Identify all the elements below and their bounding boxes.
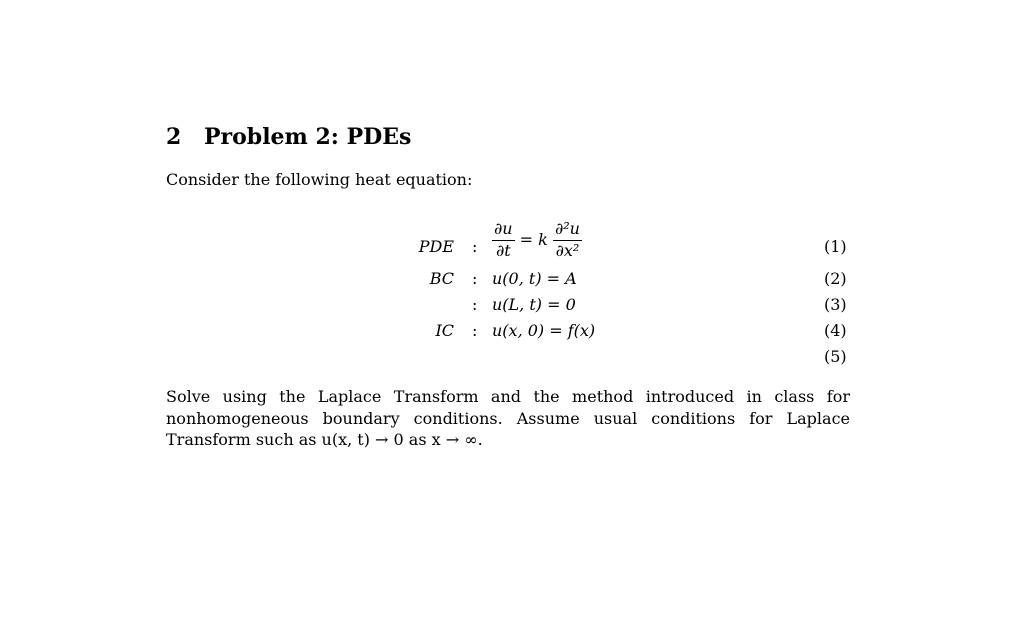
equation-colon: : (472, 269, 478, 288)
equation-label: IC (435, 321, 454, 340)
equation-number: (3) (824, 295, 847, 314)
equation-label: BC (429, 269, 454, 288)
equation-label: PDE (418, 237, 454, 256)
equation-expression (492, 221, 582, 260)
section-title: Problem 2: PDEs (204, 124, 412, 150)
equation-number: (5) (824, 347, 847, 366)
fraction-numerator: ∂u (492, 221, 515, 241)
fraction-denominator: ∂t (495, 240, 511, 260)
equation-row-ic (0, 321, 1024, 347)
equation-number: (1) (824, 237, 847, 256)
equation-row-empty (0, 347, 1024, 373)
equation-colon: : (472, 321, 478, 340)
equation-colon: : (472, 237, 478, 256)
fraction-d2u-dx2 (553, 221, 582, 260)
equals-k: = k (519, 229, 548, 249)
fraction-du-dt (492, 221, 515, 260)
equation-colon: : (472, 295, 478, 314)
equation-row-bc-left (0, 269, 1024, 295)
section-number: 2 (166, 124, 182, 150)
equation-row-pde (0, 219, 1024, 263)
section-heading (166, 124, 411, 150)
intro-text: Consider the following heat equation: (166, 170, 473, 189)
equation-number: (4) (824, 321, 847, 340)
fraction-denominator: ∂x² (555, 240, 580, 260)
equation-row-bc-right (0, 295, 1024, 321)
fraction-numerator: ∂²u (553, 221, 582, 241)
instructions-paragraph: Solve using the Laplace Transform and the method introduced in class for nonhomogeneous boundary conditions. Assume usual conditions for Laplace Transform such as u(x, t) → 0 as x → ∞. (166, 387, 850, 449)
equation-expression: u(L, t) = 0 (492, 295, 576, 314)
equation-expression: u(x, 0) = f(x) (492, 321, 596, 340)
equation-number: (2) (824, 269, 847, 288)
equation-expression: u(0, t) = A (492, 269, 577, 288)
